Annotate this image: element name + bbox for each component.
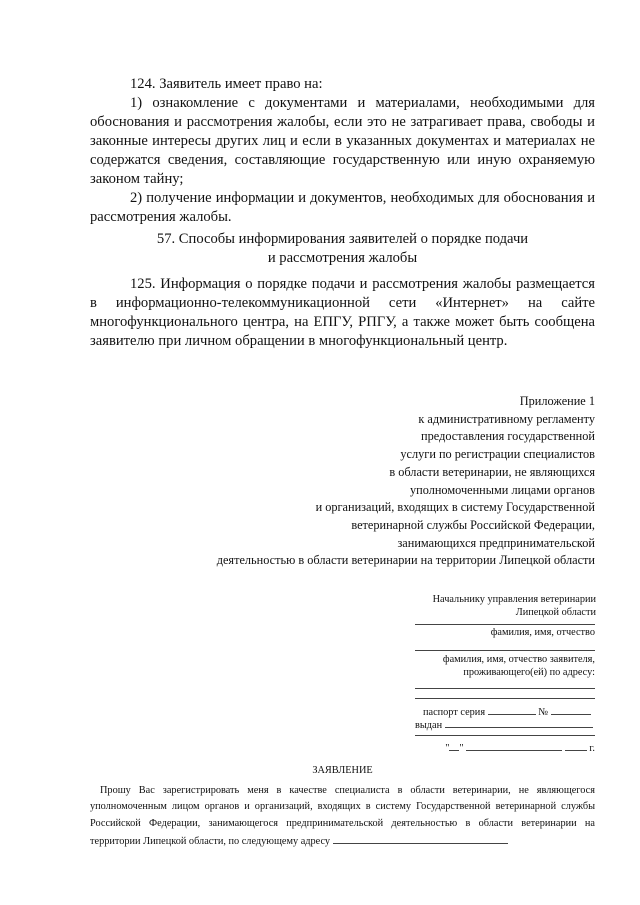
- section-57-heading-line-1: 57. Способы информирования заявителей о порядке подачи: [156, 231, 529, 247]
- passport-number-field[interactable]: [551, 703, 591, 715]
- number-sign: №: [538, 707, 549, 718]
- applicant-caption: [415, 653, 595, 679]
- addressee-line-1: Начальнику управления ветеринарии: [432, 594, 596, 605]
- appendix-line: услуги по регистрации специалистов: [400, 447, 595, 462]
- appendix-header: [180, 393, 595, 570]
- paragraph-125: [90, 275, 595, 351]
- passport-series-field[interactable]: [488, 703, 536, 715]
- statement-title: ЗАЯВЛЕНИЕ: [312, 765, 373, 776]
- appendix-line: ветеринарной службы Российской Федерации,: [351, 517, 595, 532]
- year-suffix: г.: [589, 743, 595, 754]
- fio-caption: фамилия, имя, отчество: [490, 627, 595, 638]
- appendix-line: и организаций, входящих в систему Государственной: [315, 500, 595, 515]
- paragraph-124-item-2: 2) получение информации и документов, необходимых для обоснования и рассмотрения жалобы.: [90, 190, 595, 225]
- paragraph-124: [90, 75, 595, 227]
- issued-label: выдан: [415, 720, 443, 731]
- passport-label: паспорт серия: [423, 707, 486, 718]
- appendix-line: к административному регламенту: [418, 411, 595, 426]
- date-open-quote: ": [445, 743, 450, 754]
- month-field[interactable]: [466, 739, 562, 751]
- year-field[interactable]: [565, 739, 587, 751]
- appendix-line: уполномоченными лицами органов: [410, 482, 595, 497]
- paragraph-125-text: 125. Информация о порядке подачи и рассмотрения жалобы размещается в информационно-телекоммуникационной сети «Интернет» на сайте многофункционального центра, на ЕПГУ, РПГУ, а также может быть сообщена заявителю при личном обращении в многофункциональный центр.: [90, 276, 595, 349]
- appendix-line: занимающихся предпринимательской: [397, 535, 595, 550]
- appendix-line: деятельностью в области ветеринарии на территории Липецкой области: [216, 553, 595, 568]
- applicant-input-line[interactable]: [415, 640, 595, 651]
- paragraph-124-intro: 124. Заявитель имеет право на:: [130, 76, 323, 92]
- day-field[interactable]: [449, 739, 459, 751]
- section-57-heading: [90, 230, 595, 268]
- address-input-line-1[interactable]: [415, 678, 595, 689]
- date-close-quote: ": [459, 743, 464, 754]
- appendix-line: Приложение 1: [519, 394, 595, 408]
- statement-text: Прошу Вас зарегистрировать меня в качестве специалиста в области ветеринарии, не являющегося уполномоченным лицом органов и организаций, входящих в систему Государственной ветеринарной службы Российской Федерации, занимающегося предпринимательской деятельностью в области ветеринарии на территории Липецкой области, по следующему адресу: [90, 785, 595, 847]
- applicant-caption-line-1: фамилия, имя, отчество заявителя,: [442, 654, 595, 665]
- date-row: [415, 739, 595, 754]
- fio-input-line[interactable]: [415, 612, 595, 625]
- section-57-heading-line-2: и рассмотрения жалобы: [267, 250, 418, 266]
- issued-input-line-2[interactable]: [415, 727, 595, 736]
- appendix-line: предоставления государственной: [421, 429, 595, 444]
- addressee-line-2: Липецкой области: [515, 607, 596, 618]
- address-field[interactable]: [333, 832, 508, 844]
- address-input-line-2[interactable]: [415, 690, 595, 699]
- statement-body: [90, 783, 595, 850]
- applicant-caption-line-2: проживающего(ей) по адресу:: [463, 667, 595, 678]
- paragraph-124-item-1: 1) ознакомление с документами и материалами, необходимыми для обоснования и рассмотрения жалобы, если это не затрагивает права, свободы и законные интересы других лиц и если в указанных документах и материалах не содержатся сведения, составляющие государственную или иную охраняемую законом тайну;: [90, 95, 595, 187]
- appendix-line: в области ветеринарии, не являющихся: [389, 464, 595, 479]
